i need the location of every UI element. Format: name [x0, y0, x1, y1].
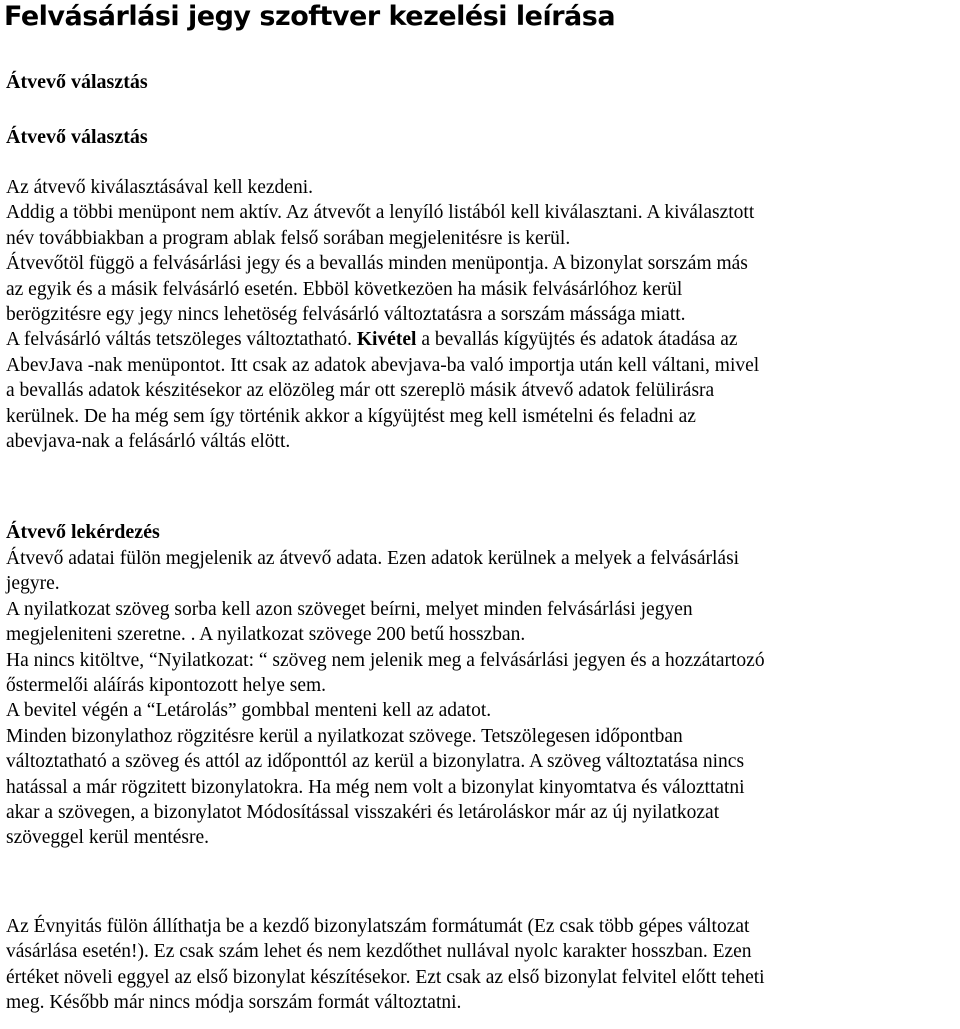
text-line: szöveggel kerül mentésre. — [6, 827, 210, 849]
text-line: A nyilatkozat szöveg sorba kell azon szöveget beírni, melyet minden felvásárlási jegyen — [6, 598, 693, 620]
section-heading-recipient-query: Átvevő lekérdezés — [6, 521, 160, 543]
text-line: értéket növeli eggyel az első bizonylat készítésekor. Ezt csak az első bizonylat felvitel előtt teheti — [6, 966, 765, 988]
text-line: Minden bizonylathoz rögzitésre kerül a nyilatkozat szövege. Tetszölegesen időpontban — [6, 725, 683, 747]
text-line: kerülnek. De ha még sem így történik akkor a kígyüjtést meg kell ismételni és feladni az — [6, 405, 696, 427]
text-line: Az átvevő kiválasztásával kell kezdeni. — [6, 177, 313, 198]
text-line: Addig a többi menüpont nem aktív. Az átvevőt a lenyíló listából kell kiválasztani. A kiválasztott — [6, 202, 755, 224]
text-run: a bevallás kígyüjtés és adatok átadása az — [416, 329, 738, 351]
recipient-query-paragraph — [6, 546, 954, 851]
text-line: Ha nincs kitöltve, “Nyilatkozat: “ szöveg nem jelenik meg a felvásárlási jegyen és a hozzátartozó — [6, 649, 765, 671]
text-line: őstermelői aláírás kipontozott helye sem. — [6, 674, 327, 696]
text-line: a bevallás adatok készitésekor az elözöleg már ott szereplö másik átvevő adatok felülirásra — [6, 380, 715, 402]
text-line: Az Évnyitás fülön állíthatja be a kezdő bizonylatszám formátumát (Ez csak több gépes változat — [6, 916, 750, 937]
section-heading-recipient-selection: Átvevő választás — [6, 71, 148, 93]
subsection-heading-recipient-selection: Átvevő választás — [6, 126, 148, 148]
text-line: az egyik és a másik felvásárló esetén. Ebböl következöen ha másik felvásárlóhoz kerül — [6, 278, 683, 300]
recipient-selection-paragraph — [6, 175, 954, 454]
text-run: A felvásárló váltás tetszöleges változtatható. — [6, 329, 357, 351]
text-line: AbevJava -nak menüpontot. Itt csak az adatok abevjava-ba való importja után kell váltani, mivel — [6, 354, 760, 376]
emphasis-exception: Kivétel — [356, 329, 417, 351]
text-line: hatással a már rögzitett bizonylatokra. Ha még nem volt a bizonylat kinyomtatva és válozttatni — [6, 776, 745, 798]
text-line: jegyre. — [6, 573, 60, 595]
text-line: abevjava-nak a felásárló váltás elött. — [6, 430, 291, 452]
text-line: berögzitésre egy jegy nincs lehetöség felvásárló változtatásra a sorszám mássága miatt. — [6, 303, 686, 325]
text-line: megjeleniteni szeretne. . A nyilatkozat szövege 200 betű hosszban. — [6, 624, 526, 646]
text-line: Átvevő adatai fülön megjelenik az átvevő adata. Ezen adatok kerülnek a melyek a felvásárlási — [6, 548, 740, 569]
text-line: akar a szövegen, a bizonylatot Módosítással visszakéri és letároláskor már az új nyilatkozat — [6, 801, 720, 823]
text-line: meg. Később már nincs módja sorszám formát változtatni. — [6, 992, 462, 1014]
text-line: név továbbiakban a program ablak felső sorában megjelenitésre is kerül. — [6, 227, 571, 249]
document-title: Felvásárlási jegy szoftver kezelési leírása — [4, 1, 616, 32]
text-line: változtatható a szöveg és attól az időponttól az kerül a bizonylatra. A szöveg változtatása nincs — [6, 751, 745, 773]
text-line — [6, 327, 954, 352]
text-line: A bevitel végén a “Letárolás” gombbal menteni kell az adatot. — [6, 700, 492, 722]
text-line: vásárlása esetén!). Ez csak szám lehet és nem kezdőthet nullával nyolc karakter hosszban. Ezen — [6, 941, 752, 963]
text-line: Átvevőtöl függö a felvásárlási jegy és a bevallás minden menüpontja. A bizonylat sorszám más — [6, 253, 748, 275]
year-opening-paragraph — [6, 914, 954, 1016]
